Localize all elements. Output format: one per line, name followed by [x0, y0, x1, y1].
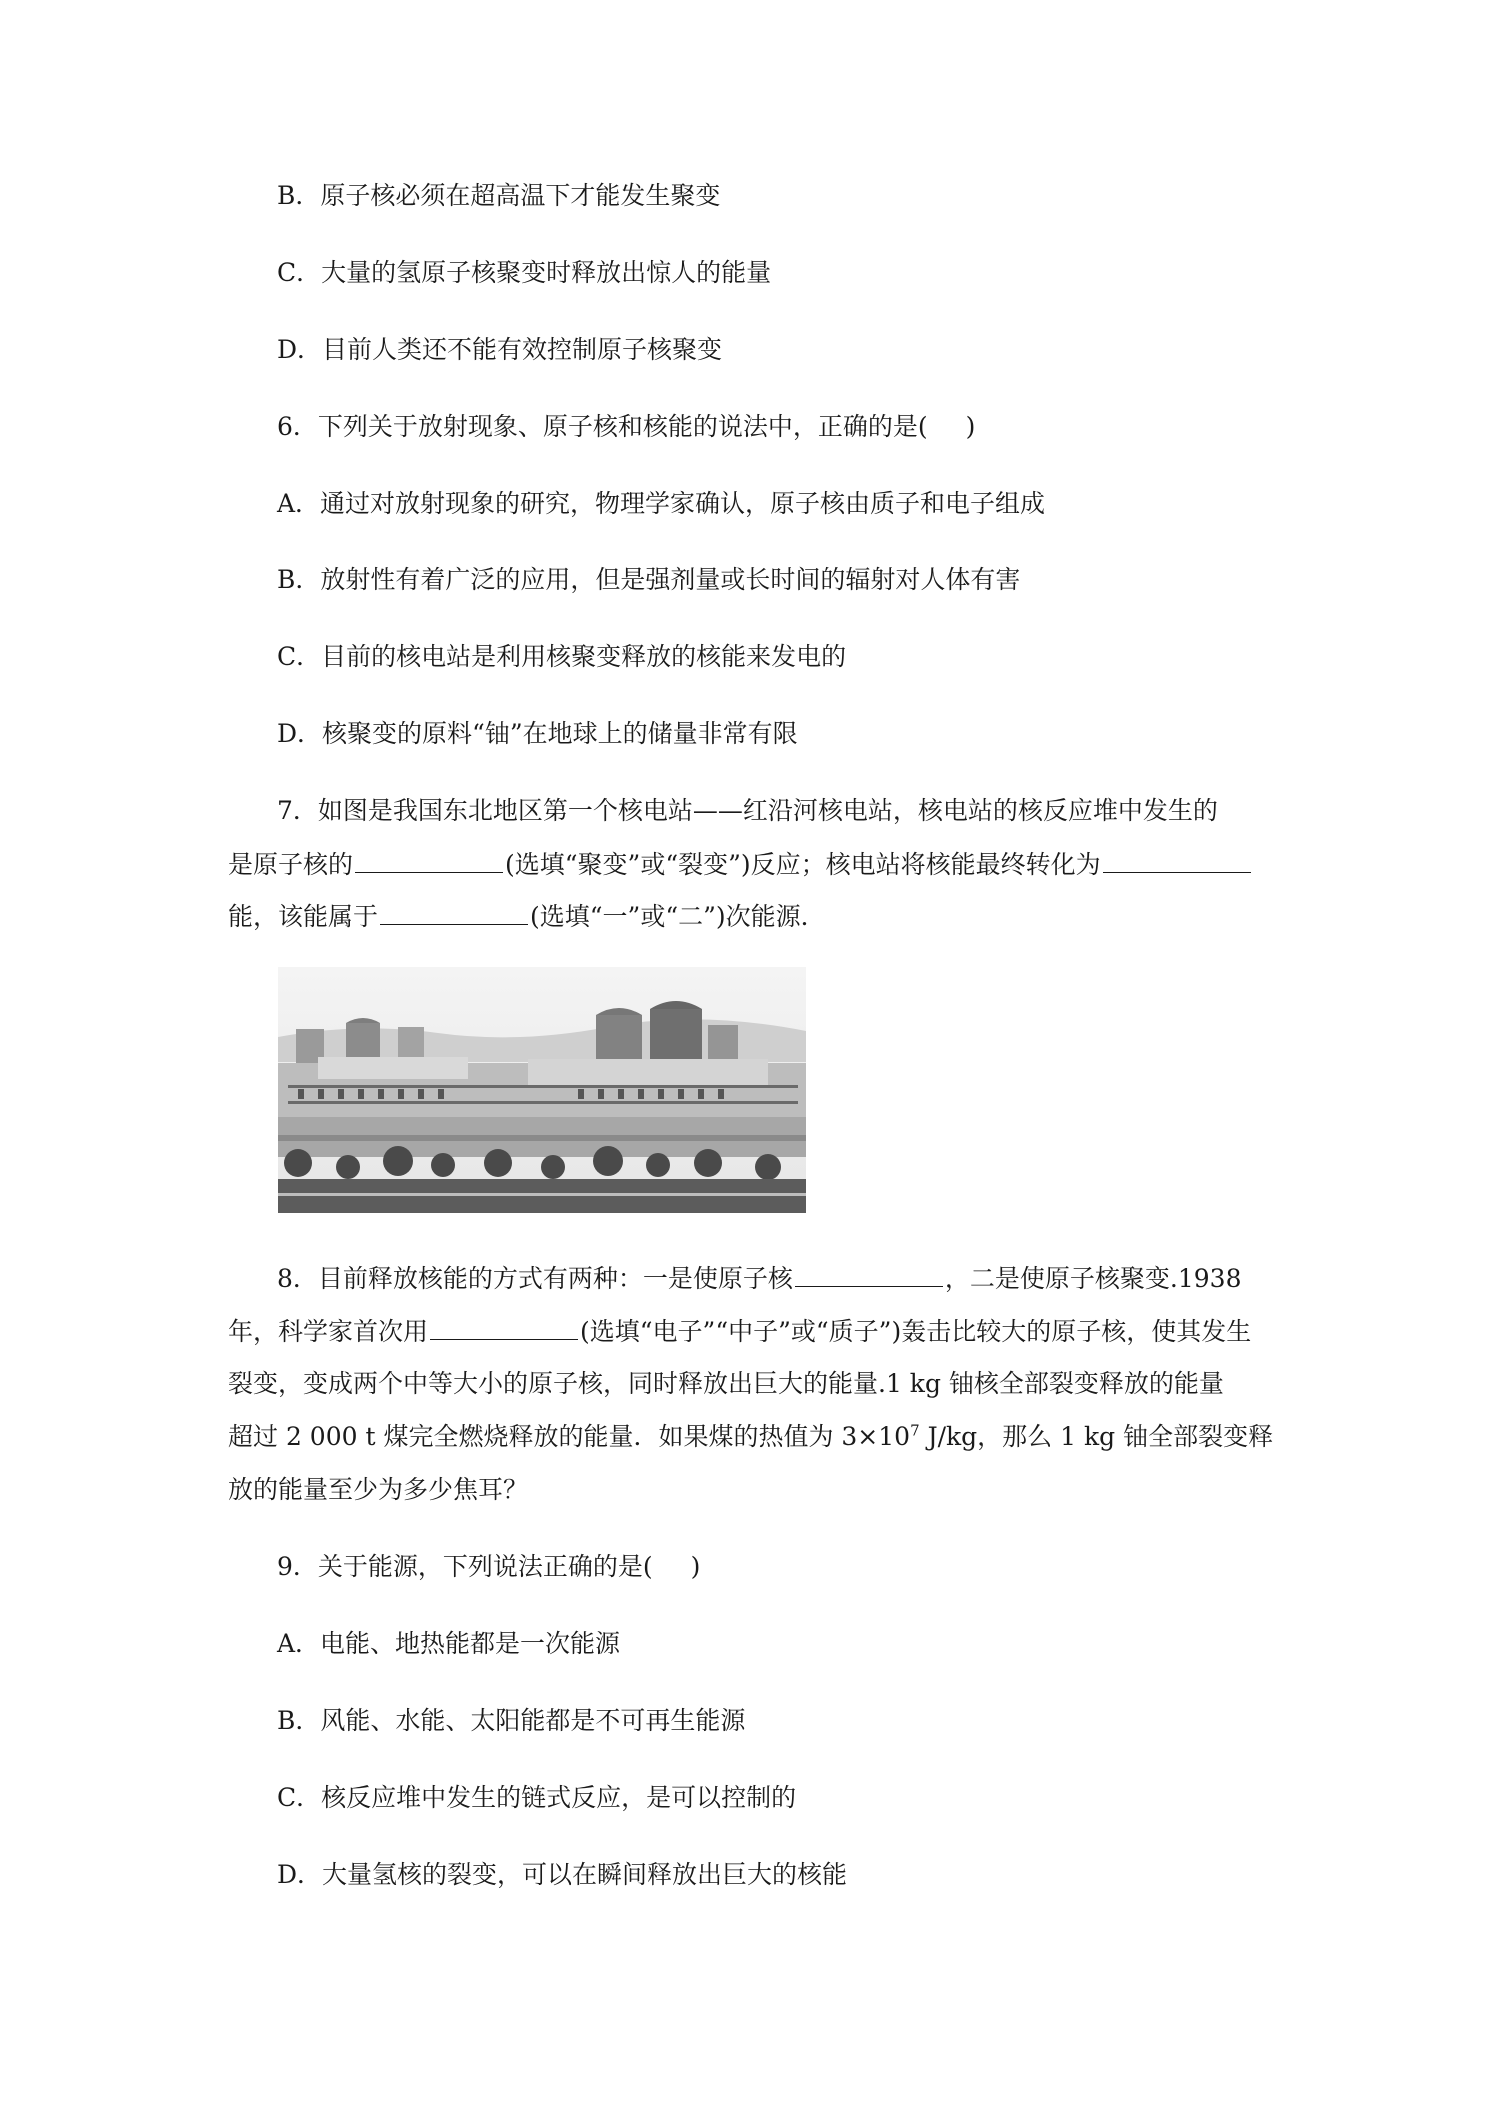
q7-line-3a: 能，该能属于 — [228, 902, 379, 931]
q6-option-a: A．通过对放射现象的研究，物理学家确认，原子核由质子和电子组成 — [277, 489, 1046, 518]
fill-blank[interactable] — [380, 898, 528, 925]
q6-close-paren: ) — [965, 412, 976, 441]
fill-blank[interactable] — [430, 1313, 578, 1340]
q6-option-c: C．目前的核电站是利用核聚变释放的核能来发电的 — [277, 642, 847, 671]
q6-stem — [0, 409, 1488, 445]
q9-stem-text: 9．关于能源，下列说法正确的是( — [277, 1552, 653, 1581]
q5-option-b: B．原子核必须在超高温下才能发生聚变 — [277, 181, 721, 210]
q8-line-1 — [0, 1260, 1488, 1297]
q7-line-2b: (选填“聚变”或“裂变”)反应；核电站将核能最终转化为 — [505, 850, 1101, 879]
q8-line-2a: 年，科学家首次用 — [228, 1317, 429, 1346]
q6-option-b: B．放射性有着广泛的应用，但是强剂量或长时间的辐射对人体有害 — [277, 565, 1021, 594]
q7-line-2 — [0, 846, 1488, 883]
q9-option-c: C．核反应堆中发生的链式反应，是可以控制的 — [277, 1783, 797, 1812]
q9-option-a: A．电能、地热能都是一次能源 — [277, 1629, 621, 1658]
nuclear-power-station-photo — [278, 967, 806, 1213]
q8-line-2 — [0, 1313, 1488, 1350]
fill-blank[interactable] — [795, 1260, 943, 1287]
q7-line-2a: 是原子核的 — [228, 850, 354, 879]
q7-line-3 — [0, 898, 1488, 935]
q8-line-2b: (选填“电子”“中子”或“质子”)轰击比较大的原子核，使其发生 — [580, 1317, 1252, 1346]
q6-option-d: D．核聚变的原料“铀”在地球上的储量非常有限 — [277, 719, 798, 748]
q8-line-3: 裂变，变成两个中等大小的原子核，同时释放出巨大的能量.1 kg 铀核全部裂变释放的能量 — [228, 1369, 1224, 1398]
q9-stem — [0, 1549, 1488, 1585]
q6-stem-text: 6．下列关于放射现象、原子核和核能的说法中，正确的是( — [277, 412, 928, 441]
q8-line-4b: J/kg，那么 1 kg 铀全部裂变释 — [919, 1422, 1274, 1451]
q8-line-5: 放的能量至少为多少焦耳？ — [228, 1475, 529, 1504]
q5-option-c: C．大量的氢原子核聚变时释放出惊人的能量 — [277, 258, 772, 287]
q5-option-d: D．目前人类还不能有效控制原子核聚变 — [277, 335, 723, 364]
q8-exponent: 7 — [910, 1421, 920, 1440]
q7-line-1: 7．如图是我国东北地区第一个核电站——红沿河核电站，核电站的核反应堆中发生的 — [277, 796, 1218, 825]
q7-line-3b: (选填“一”或“二”)次能源． — [530, 902, 826, 931]
q9-close-paren: ) — [690, 1552, 701, 1581]
q8-line-1a: 8．目前释放核能的方式有两种：一是使原子核 — [277, 1264, 793, 1293]
fill-blank[interactable] — [355, 846, 503, 873]
q8-line-4 — [0, 1419, 1488, 1455]
q8-line-4a: 超过 2 000 t 煤完全燃烧释放的能量．如果煤的热值为 3×10 — [228, 1422, 911, 1451]
q9-option-d: D．大量氢核的裂变，可以在瞬间释放出巨大的核能 — [277, 1860, 848, 1889]
fill-blank[interactable] — [1103, 846, 1251, 873]
q9-option-b: B．风能、水能、太阳能都是不可再生能源 — [277, 1706, 746, 1735]
q8-line-1b: ，二是使原子核聚变.1938 — [944, 1264, 1242, 1293]
